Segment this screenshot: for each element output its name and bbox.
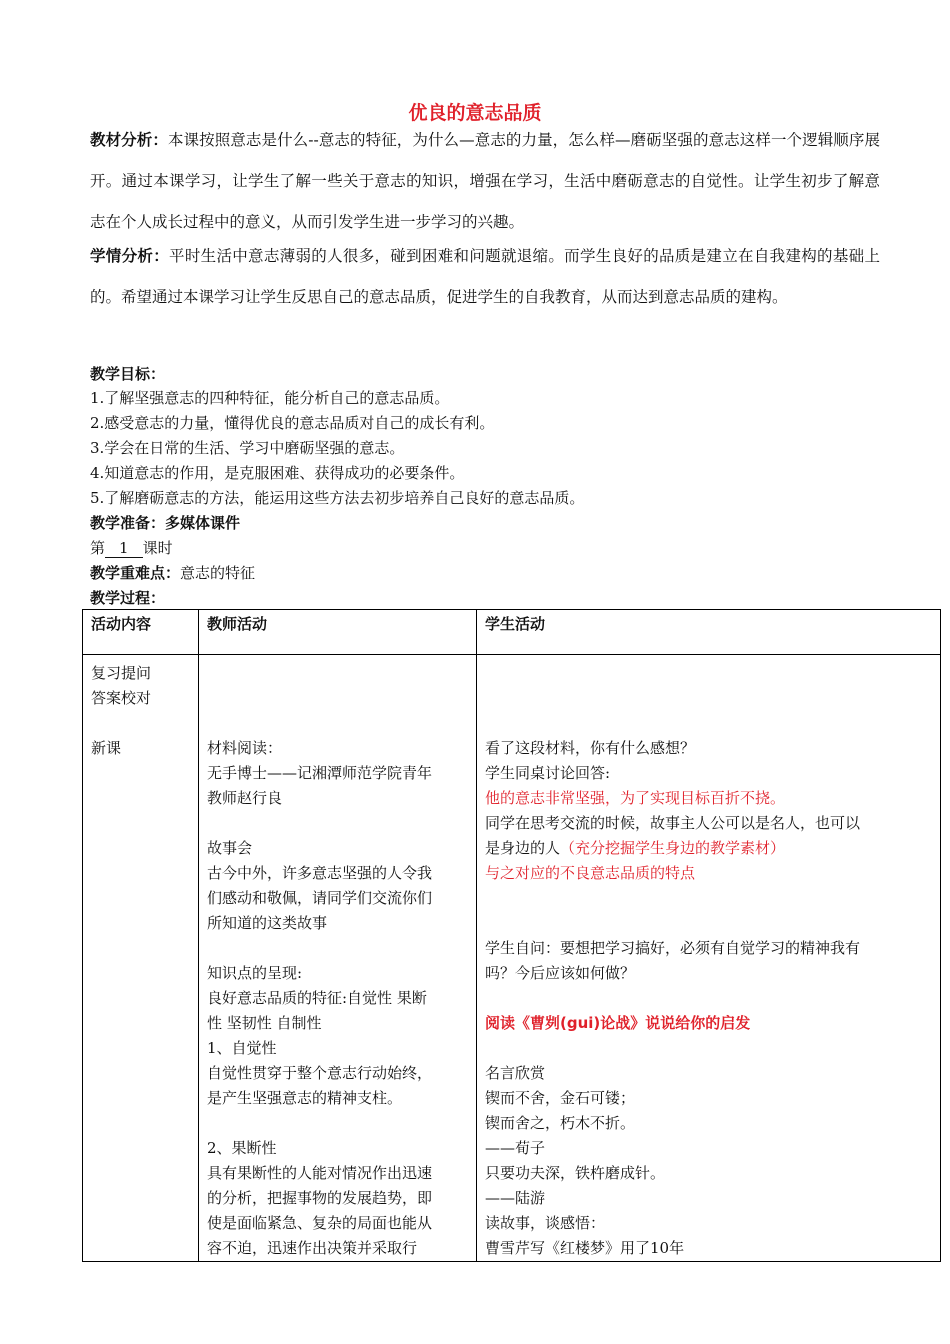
student-line: 吗？今后应该如何做？ — [485, 964, 636, 982]
goal-item: 5.了解磨砺意志的方法，能运用这些方法去初步培养自己良好的意志品质。 — [90, 489, 585, 507]
student-line: 名言欣赏 — [485, 1064, 546, 1082]
student-analysis-text: 平时生活中意志薄弱的人很多，碰到困难和问题就退缩。而学生良好的品质是建立在自我建构的基础上的。希望通过本课学习让学生反思自己的意志品质，促进学生的自我教育，从而达到意志品质的建构。 — [90, 247, 880, 306]
student-line — [485, 1036, 932, 1061]
student-line: 是身边的人（充分挖掘学生身边的教学素材） — [485, 839, 786, 857]
teacher-line: 的分析，把握事物的发展趋势，即 — [207, 1189, 433, 1207]
header-teacher: 教师活动 — [199, 610, 477, 655]
process-table — [82, 609, 941, 1262]
goal-item: 2.感受意志的力量，懂得优良的意志品质对自己的成长有利。 — [90, 414, 495, 432]
activity-line — [91, 711, 190, 736]
student-cell — [477, 655, 941, 1262]
goal-item: 1.了解坚强意志的四种特征，能分析自己的意志品质。 — [90, 389, 450, 407]
teacher-line: 们感动和敬佩，请同学们交流你们 — [207, 889, 433, 907]
teacher-line — [207, 1111, 468, 1136]
goal-item: 4.知道意志的作用，是克服困难、获得成功的必要条件。 — [90, 464, 465, 482]
activity-line: 答案校对 — [91, 689, 152, 707]
student-line: 曹雪芹写《红楼梦》用了10年 — [485, 1239, 685, 1257]
student-line — [485, 886, 932, 911]
student-line: 锲而舍之，朽木不折。 — [485, 1114, 636, 1132]
teacher-line: 容不迫，迅速作出决策并采取行 — [207, 1239, 418, 1257]
teacher-line: 所知道的这类故事 — [207, 914, 328, 932]
teacher-line — [207, 661, 468, 686]
student-line: 同学在思考交流的时候，故事主人公可以是名人，也可以 — [485, 814, 861, 832]
student-line — [485, 711, 932, 736]
teacher-line: 故事会 — [207, 839, 253, 857]
teacher-line: 是产生坚强意志的精神支柱。 — [207, 1089, 403, 1107]
student-line — [485, 686, 932, 711]
student-line: 只要功夫深，铁杵磨成针。 — [485, 1164, 666, 1182]
student-line: 与之对应的不良意志品质的特点 — [485, 864, 696, 882]
teacher-line — [207, 811, 468, 836]
teacher-cell — [199, 655, 477, 1262]
key-points: 教学重难点：意志的特征 — [90, 564, 256, 582]
teacher-line: 良好意志品质的特征:自觉性 果断 — [207, 989, 427, 1007]
header-activity: 活动内容 — [83, 610, 199, 655]
teacher-line: 2、果断性 — [207, 1139, 277, 1157]
student-line: 看了这段材料，你有什么感想？ — [485, 739, 696, 757]
goals-heading: 教学目标： — [90, 365, 166, 383]
teacher-line: 无手博士——记湘潭师范学院青年 — [207, 764, 433, 782]
student-line — [485, 911, 932, 936]
lesson-number: 第 1 课时 — [90, 539, 173, 557]
textbook-analysis — [90, 120, 880, 243]
goal-item: 3.学会在日常的生活、学习中磨砺坚强的意志。 — [90, 439, 405, 457]
student-line: 他的意志非常坚强，为了实现目标百折不挠。 — [485, 789, 786, 807]
student-line: ——荀子 — [485, 1139, 546, 1157]
student-line: 学生自问：要想把学习搞好，必须有自觉学习的精神我有 — [485, 939, 861, 957]
teacher-line — [207, 711, 468, 736]
student-line — [485, 661, 932, 686]
table-header-row — [83, 610, 941, 655]
textbook-analysis-text: 本课按照意志是什么--意志的特征，为什么—意志的力量，怎么样—磨砺坚强的意志这样一个逻辑顺序展开。通过本课学习，让学生了解一些关于意志的知识，增强在学习，生活中磨砺意志的自觉性。让学生初步了解意志在个人成长过程中的意义，从而引发学生进一步学习的兴趣。 — [90, 131, 880, 231]
teacher-line: 使是面临紧急、复杂的局面也能从 — [207, 1214, 433, 1232]
teacher-line — [207, 686, 468, 711]
activity-line: 复习提问 — [91, 664, 152, 682]
textbook-analysis-label: 教材分析： — [90, 131, 168, 149]
table-row — [83, 655, 941, 1262]
teacher-line — [207, 936, 468, 961]
page-title: 优良的意志品质 — [408, 102, 542, 124]
student-line: ——陆游 — [485, 1189, 546, 1207]
process-heading: 教学过程： — [90, 589, 166, 607]
header-student: 学生活动 — [477, 610, 941, 655]
teacher-line: 知识点的呈现: — [207, 964, 303, 982]
student-analysis-label: 学情分析： — [90, 247, 170, 265]
student-analysis — [90, 236, 880, 318]
teacher-line: 教师赵行良 — [207, 789, 283, 807]
teacher-line: 性 坚韧性 自制性 — [207, 1014, 322, 1032]
student-line: 学生同桌讨论回答: — [485, 764, 611, 782]
teacher-line: 自觉性贯穿于整个意志行动始终， — [207, 1064, 433, 1082]
teaching-prep: 教学准备：多媒体课件 — [90, 514, 241, 532]
teacher-line: 具有果断性的人能对情况作出迅速 — [207, 1164, 433, 1182]
student-line: 阅读《曹刿(gui)论战》说说给你的启发 — [485, 1014, 751, 1032]
activity-line: 新课 — [91, 739, 122, 757]
lesson-number-value: 1 — [105, 539, 143, 558]
student-line: 锲而不舍，金石可镂； — [485, 1089, 636, 1107]
student-line — [485, 986, 932, 1011]
teacher-line: 1、自觉性 — [207, 1039, 277, 1057]
teacher-line: 古今中外，许多意志坚强的人令我 — [207, 864, 433, 882]
student-line: 读故事，谈感悟： — [485, 1214, 606, 1232]
activity-cell — [83, 655, 199, 1262]
teacher-line: 材料阅读： — [207, 739, 283, 757]
